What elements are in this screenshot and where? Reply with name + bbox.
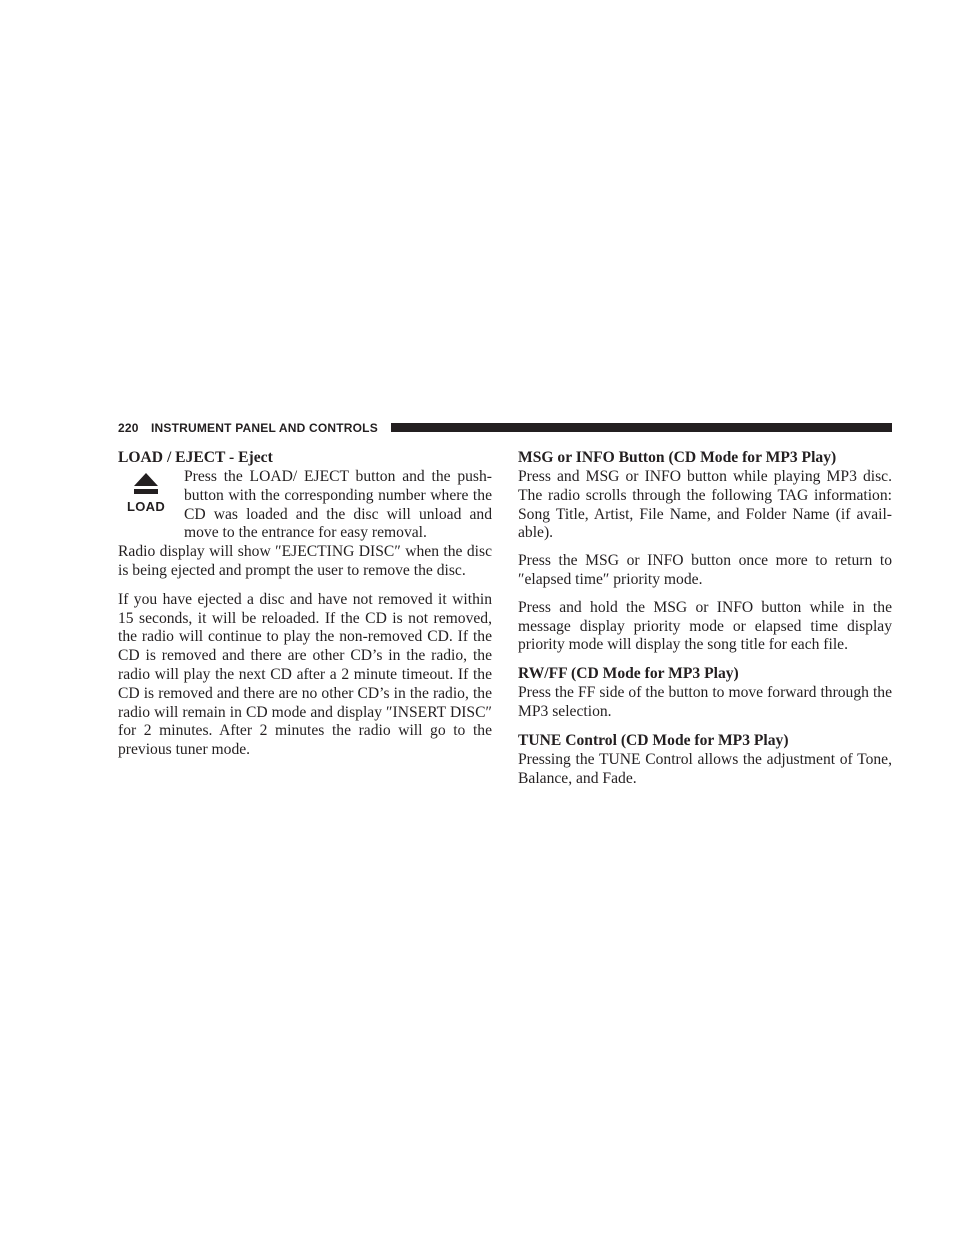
header-rule — [391, 423, 892, 432]
rw-ff-paragraph: Press the FF side of the button to move forward through the MP3 selection. — [518, 684, 892, 720]
msg-info-paragraph-3: Press and hold the MSG or INFO button while in the message display priority mode or elapsed time display priority mode will display the song title for each file. — [518, 598, 892, 654]
page-header — [118, 418, 892, 438]
msg-info-heading: MSG or INFO Button (CD Mode for MP3 Play) — [518, 449, 837, 466]
msg-info-paragraph-2: Press the MSG or INFO button once more to return to ″elapsed time″ priority mode. — [518, 552, 892, 588]
msg-info-paragraph-1: Press and MSG or INFO button while playing MP3 disc. The radio scrolls through the following TAG information: Song Title, Artist, File Name, and Folder Name (if avail-able). — [518, 468, 892, 542]
tune-control-paragraph: Pressing the TUNE Control allows the adjustment of Tone, Balance, and Fade. — [518, 750, 892, 787]
eject-bar — [134, 489, 158, 494]
section-title: INSTRUMENT PANEL AND CONTROLS — [151, 421, 378, 435]
eject-icon — [118, 473, 174, 525]
page-number: 220 — [118, 421, 139, 435]
load-eject-heading: LOAD / EJECT - Eject — [118, 449, 273, 466]
eject-triangle — [134, 473, 158, 486]
eject-icon-label: LOAD — [126, 499, 166, 514]
reload-paragraph: If you have ejected a disc and have not removed it within 15 seconds, it will be reloaded. If the CD is not removed, the radio will continue to play the non-removed CD. If the CD is removed and there are other CD’s in the radio, the radio will play the next CD after a 2 minute timeout. If the CD is removed and there are no other CD’s in the radio, the radio will remain in CD mode and display ″INSERT DISC″ for 2 minutes. After 2 minutes the radio will go to the previous tuner mode. — [118, 590, 492, 759]
load-eject-paragraph-rest: Radio display will show ″EJECTING DISC″ when the disc is being ejected and prompt the user to remove the disc. — [118, 543, 492, 579]
tune-control-heading: TUNE Control (CD Mode for MP3 Play) — [518, 731, 789, 749]
right-column — [518, 447, 892, 797]
left-column — [118, 447, 492, 769]
load-eject-block — [118, 468, 492, 543]
load-eject-paragraph-wrap: Press the LOAD/ EJECT button and the push-button with the corresponding number where the CD was loaded and the disc will unload and move to the entrance for easy removal. — [184, 468, 492, 542]
rw-ff-heading: RW/FF (CD Mode for MP3 Play) — [518, 665, 739, 683]
